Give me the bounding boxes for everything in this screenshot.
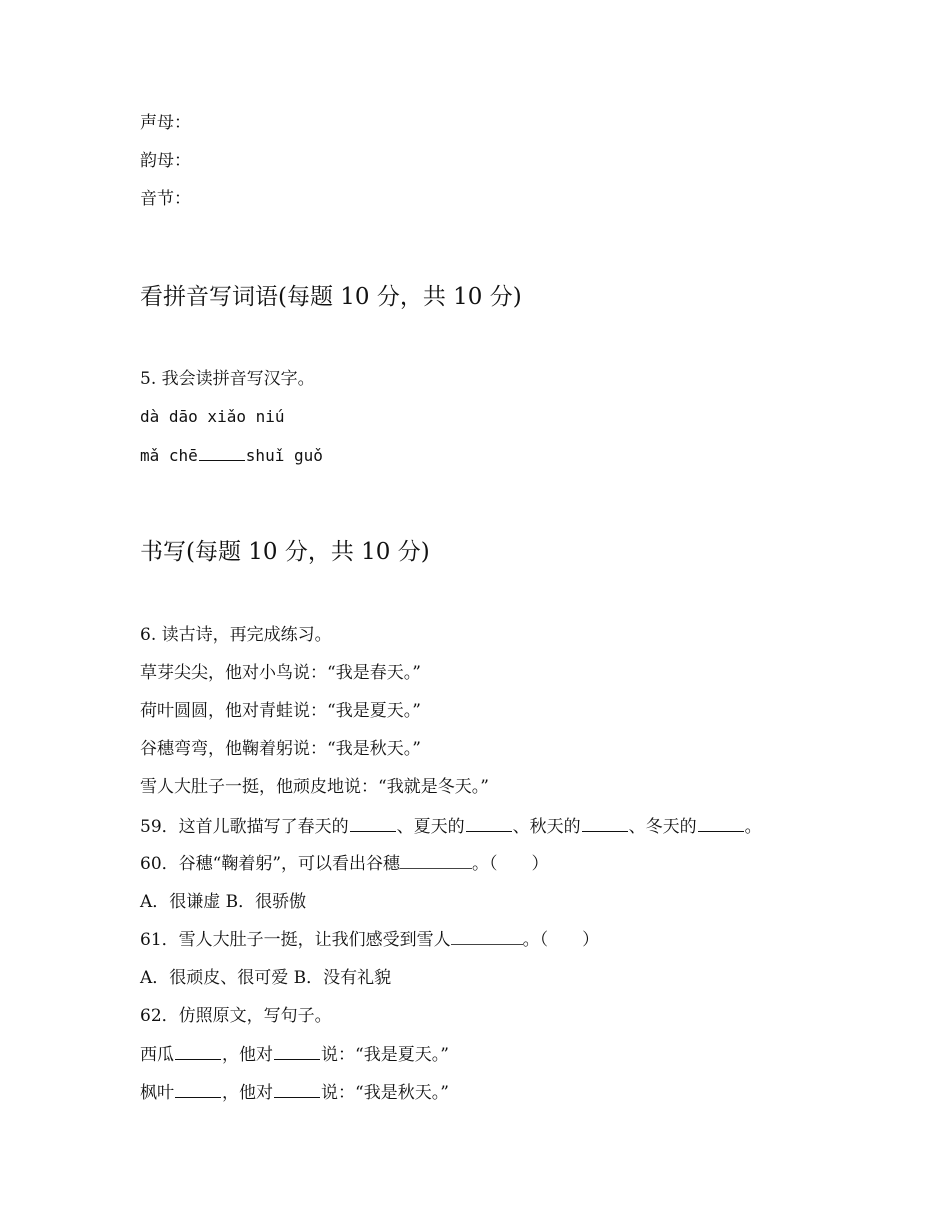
answer-blank[interactable] xyxy=(274,1043,320,1060)
pinyin-row-2-part-a: mǎ chē xyxy=(140,446,198,465)
question-62-line-1 xyxy=(140,1043,449,1066)
answer-blank[interactable] xyxy=(199,444,245,461)
question-5-text: 5. 我会读拼音写汉字。 xyxy=(140,369,315,389)
question-6-text: 6. 读古诗，再完成练习。 xyxy=(140,625,332,645)
question-62-line-2 xyxy=(140,1081,449,1104)
q60-bracket: 。（ ） xyxy=(472,854,549,874)
answer-blank[interactable] xyxy=(175,1081,221,1098)
answer-blank[interactable] xyxy=(466,815,512,832)
q62-line-1-subject: 西瓜 xyxy=(140,1045,174,1065)
q60-text: 60．谷穗“鞠着躬”，可以看出谷穗 xyxy=(140,854,401,874)
section-heading-pinyin: 看拼音写词语(每题 10 分，共 10 分) xyxy=(140,284,522,310)
question-59 xyxy=(140,815,762,838)
answer-blank[interactable] xyxy=(400,853,472,869)
question-62-text: 62．仿照原文，写句子。 xyxy=(140,1006,332,1026)
answer-blank[interactable] xyxy=(274,1081,320,1098)
question-61 xyxy=(140,929,599,951)
q59-text-2: 、夏天的 xyxy=(396,817,465,837)
q62-line-2-subject: 枫叶 xyxy=(140,1083,174,1103)
q59-text-1: 59．这首儿歌描写了春天的 xyxy=(140,817,349,837)
initials-label: 声母： xyxy=(140,113,191,133)
q59-text-4: 、冬天的 xyxy=(628,817,697,837)
pinyin-row-1: dà dāo xiǎo niú xyxy=(140,407,285,426)
answer-blank[interactable] xyxy=(175,1043,221,1060)
section-heading-writing: 书写(每题 10 分，共 10 分) xyxy=(140,539,430,565)
pinyin-row-2 xyxy=(140,444,323,467)
answer-blank[interactable] xyxy=(698,815,744,832)
q62-line-2-mid: ，他对 xyxy=(222,1083,273,1103)
poem-line-1: 草芽尖尖，他对小鸟说：“我是春天。” xyxy=(140,663,421,683)
q61-text: 61．雪人大肚子一挺，让我们感受到雪人 xyxy=(140,930,451,950)
answer-blank[interactable] xyxy=(350,815,396,832)
answer-blank[interactable] xyxy=(451,929,523,945)
question-60 xyxy=(140,853,549,875)
q62-line-2-end: 说：“我是秋天。” xyxy=(321,1083,449,1103)
syllables-label: 音节： xyxy=(140,189,191,209)
q59-text-5: 。 xyxy=(744,817,762,837)
question-60-options: A．很谦虚 B．很骄傲 xyxy=(140,892,307,912)
finals-label: 韵母： xyxy=(140,151,191,171)
poem-line-2: 荷叶圆圆，他对青蛙说：“我是夏天。” xyxy=(140,701,421,721)
q61-bracket: 。（ ） xyxy=(522,930,600,950)
question-61-options: A．很顽皮、很可爱 B．没有礼貌 xyxy=(140,968,392,988)
q62-line-1-mid: ，他对 xyxy=(222,1045,273,1065)
q62-line-1-end: 说：“我是夏天。” xyxy=(321,1045,449,1065)
pinyin-row-2-part-b: shuǐ guǒ xyxy=(245,446,323,465)
answer-blank[interactable] xyxy=(582,815,628,832)
poem-line-3: 谷穗弯弯，他鞠着躬说：“我是秋天。” xyxy=(140,739,421,759)
poem-line-4: 雪人大肚子一挺，他顽皮地说：“我就是冬天。” xyxy=(140,777,489,797)
q59-text-3: 、秋天的 xyxy=(512,817,581,837)
